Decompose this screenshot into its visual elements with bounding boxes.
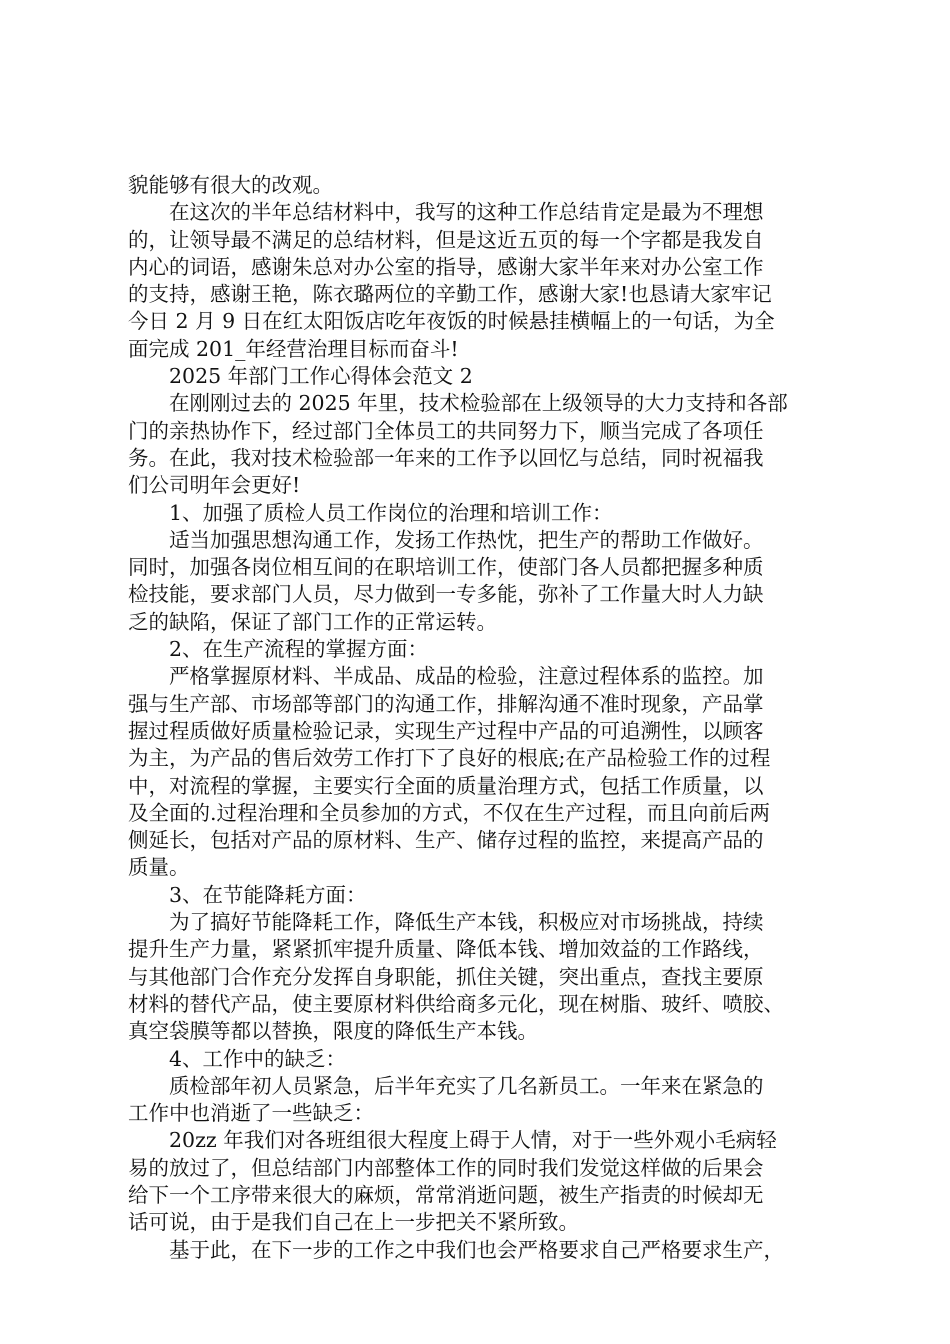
document-paragraph [128,1237,828,1264]
paragraph-line: 真空袋膜等都以替换，限度的降低生产本钱。 [128,1019,538,1044]
paragraph-line: 为了搞好节能降耗工作，降低生产本钱，积极应对市场挑战，持续 [169,910,764,935]
paragraph-line: 检技能，要求部门人员，尽力做到一专多能，弥补了工作量大时人力缺 [128,582,764,607]
paragraph-line: 貌能够有很大的改观。 [128,173,333,197]
document-paragraph [128,636,828,663]
paragraph-line: 为主，为产品的售后效劳工作打下了良好的根底;在产品检验工作的过程 [128,746,771,771]
paragraph-line: 强与生产部、市场部等部门的沟通工作，排解沟通不准时现象，产品掌 [128,691,764,716]
document-paragraph [128,527,828,636]
paragraph-line: 门的亲热协作下，经过部门全体员工的共同努力下，顺当完成了各项任 [128,418,764,443]
paragraph-line: 4、工作中的缺乏： [169,1046,347,1071]
document-paragraph [128,500,828,527]
paragraph-line: 握过程质做好质量检验记录，实现生产过程中产品的可追溯性，以顾客 [128,718,764,743]
paragraph-line: 给下一个工序带来很大的麻烦，常常消逝问题，被生产指责的时候却无 [128,1182,764,1207]
paragraph-line: 质量。 [128,855,190,880]
paragraph-line: 工作中也消逝了一些缺乏： [128,1101,374,1126]
paragraph-line: 今日 2 月 9 日在红太阳饭店吃年夜饭的时候悬挂横幅上的一句话，为全 [128,309,775,334]
paragraph-line: 质检部年初人员紧急，后半年充实了几名新员工。一年来在紧急的 [169,1073,764,1098]
paragraph-line: 在刚刚过去的 2025 年里，技术检验部在上级领导的大力支持和各部 [169,391,788,416]
paragraph-line: 2025 年部门工作心得体会范文 2 [169,364,473,389]
paragraph-line: 2、在生产流程的掌握方面： [169,637,429,662]
document-paragraph [128,172,828,199]
document-paragraph [128,1127,828,1236]
document-body [128,172,828,1264]
document-paragraph [128,1073,828,1128]
paragraph-line: 20zz 年我们对各班组很大程度上碍于人情，对于一些外观小毛病轻 [169,1128,777,1153]
paragraph-line: 在这次的半年总结材料中，我写的这种工作总结肯定是最为不理想 [169,200,764,225]
paragraph-line: 适当加强思想沟通工作，发扬工作热忱，把生产的帮助工作做好。 [169,527,764,552]
paragraph-line: 们公司明年会更好! [128,473,301,498]
paragraph-line: 同时，加强各岗位相互间的在职培训工作，使部门各人员都把握多种质 [128,555,764,580]
paragraph-line: 1、加强了质检人员工作岗位的治理和培训工作： [169,500,613,525]
document-paragraph [128,363,828,390]
paragraph-line: 的，让领导最不满足的总结材料，但是这近五页的每一个字都是我发自 [128,227,764,252]
document-paragraph [128,882,828,909]
paragraph-line: 面完成 201_年经营治理目标而奋斗! [128,336,459,361]
document-paragraph [128,1046,828,1073]
paragraph-line: 提升生产力量，紧紧抓牢提升质量、降低本钱、增加效益的工作路线， [128,937,764,962]
paragraph-line: 易的放过了，但总结部门内部整体工作的同时我们发觉这样做的后果会 [128,1155,764,1180]
paragraph-line: 侧延长，包括对产品的原材料、生产、储存过程的监控，来提高产品的 [128,828,764,853]
paragraph-line: 乏的缺陷，保证了部门工作的正常运转。 [128,609,497,634]
paragraph-line: 话可说，由于是我们自己在上一步把关不紧所致。 [128,1210,579,1235]
document-paragraph [128,199,828,363]
document-paragraph [128,663,828,881]
paragraph-line: 的支持，感谢王艳，陈衣璐两位的辛勤工作，感谢大家!也恳请大家牢记 [128,282,772,307]
paragraph-line: 3、在节能降耗方面： [169,882,367,907]
paragraph-line: 基于此，在下一步的工作之中我们也会严格要求自己严格要求生产， [169,1237,784,1262]
paragraph-line: 中，对流程的掌握，主要实行全面的质量治理方式，包括工作质量，以 [128,773,764,798]
paragraph-line: 内心的词语，感谢朱总对办公室的指导，感谢大家半年来对办公室工作 [128,254,764,279]
paragraph-line: 严格掌握原材料、半成品、成品的检验，注意过程体系的监控。加 [169,664,764,689]
paragraph-line: 材料的替代产品，使主要原材料供给商多元化，现在树脂、玻纤、喷胶、 [128,991,784,1016]
document-paragraph [128,390,828,499]
paragraph-line: 与其他部门合作充分发挥自身职能，抓住关键，突出重点，查找主要原 [128,964,764,989]
paragraph-line: 及全面的.过程治理和全员参加的方式，不仅在生产过程，而且向前后两 [128,800,771,825]
paragraph-line: 务。在此，我对技术检验部一年来的工作予以回忆与总结，同时祝福我 [128,445,764,470]
document-paragraph [128,909,828,1045]
